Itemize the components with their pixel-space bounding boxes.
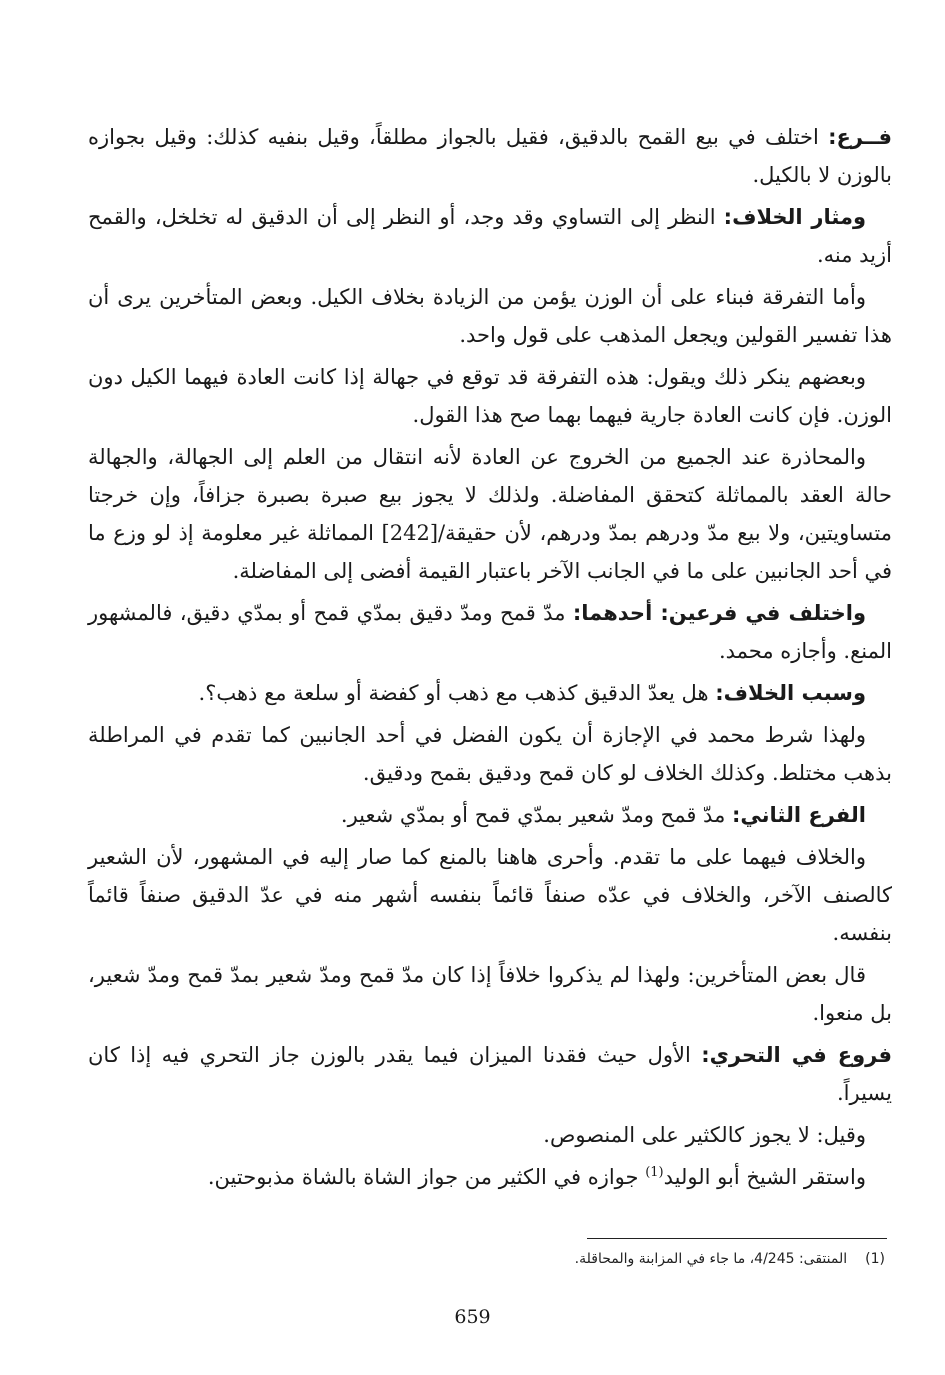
main-text	[88, 118, 892, 1200]
paragraph-text: وقيل: لا يجوز كالكثير على المنصوص.	[543, 1123, 866, 1147]
paragraph-text: الأول حيث فقدنا الميزان فيما يقدر بالوزن جاز التحري فيه إذا كان يسيراً.	[88, 1043, 892, 1105]
paragraph-sabab-alkhilaf	[88, 674, 892, 712]
paragraph-far-thani	[88, 796, 892, 834]
paragraph-far	[88, 118, 892, 194]
paragraph-text: النظر إلى التساوي وقد وجد، أو النظر إلى أن الدقيق له تخلخل، والقمح أزيد منه.	[88, 205, 892, 267]
paragraph-text: هل يعدّ الدقيق كذهب مع ذهب أو كفضة أو سلعة مع ذهب؟.	[198, 681, 716, 705]
paragraph-text: اختلف في بيع القمح بالدقيق، فقيل بالجواز مطلقاً، وقيل بنفيه كذلك: وقيل بجوازه بالوزن لا بالكيل.	[88, 125, 892, 187]
paragraph-text: وأما التفرقة فبناء على أن الوزن يؤمن من الزيادة بخلاف الكيل. وبعض المتأخرين يرى أن هذا تفسير القولين ويجعل المذهب على قول واحد.	[88, 285, 892, 347]
footnote-divider	[587, 1238, 887, 1239]
paragraph-text: ولهذا شرط محمد في الإجازة أن يكون الفضل في أحد الجانبين كما تقدم في المراطلة بذهب مختلط. وكذلك الخلاف لو كان قمح ودقيق بقمح ودقيق.	[88, 723, 892, 785]
footnote-number: (1)	[865, 1251, 885, 1267]
page-number: 659	[454, 1306, 491, 1328]
footnote	[185, 1248, 885, 1270]
paragraph-text: جوازه في الكثير من جواز الشاة بالشاة مذبوحتين.	[207, 1165, 646, 1189]
paragraph-text: وبعضهم ينكر ذلك ويقول: هذه التفرقة قد توقع في جهالة إذا كانت العادة فيهما الكيل دون الوزن. فإن كانت العادة جارية فيهما بهما صح هذا القول.	[88, 365, 892, 427]
paragraph-furu-tahari	[88, 1036, 892, 1112]
paragraph-istaqarr	[88, 1158, 892, 1196]
paragraph-heading: واختلف في فرعين: أحدهما:	[572, 601, 866, 625]
paragraph-shart-muhammad	[88, 716, 892, 792]
paragraph-qil-la-yajuz	[88, 1116, 892, 1154]
footnote-reference[interactable]: (1)	[645, 1165, 664, 1180]
paragraph-far-an	[88, 594, 892, 670]
paragraph-text: مدّ قمح ومدّ دقيق بمدّي قمح أو بمدّي دقيق، فالمشهور المنع. وأجازه محمد.	[88, 601, 892, 663]
paragraph-muhadhara	[88, 438, 892, 590]
paragraph-khilaf-fihima	[88, 838, 892, 952]
paragraph-tafriqa	[88, 278, 892, 354]
paragraph-text: والمحاذرة عند الجميع من الخروج عن العادة لأنه انتقال من العلم إلى الجهالة، والجهالة حالة العقد بالمماثلة كتحقق المفاضلة. ولذلك لا يجوز بيع صبرة بصبرة جزافاً، وإن خرجتا متساويتين، ولا بيع مدّ ودرهم بمدّ ودرهم، لأن حقيقة/[242] المماثلة غير معلومة إذ لو وزع ما في أحد الجانبين على ما في الجانب الآخر باعتبار القيمة أفضى إلى المفاضلة.	[88, 445, 892, 583]
paragraph-mathar-alkhilaf	[88, 198, 892, 274]
paragraph-heading: فروع في التحري:	[701, 1043, 892, 1067]
paragraph-inkar	[88, 358, 892, 434]
paragraph-heading: وسبب الخلاف:	[715, 681, 866, 705]
paragraph-text: مدّ قمح ومدّ شعير بمدّي قمح أو بمدّي شعير.	[340, 803, 732, 827]
paragraph-text: واستقر الشيخ أبو الوليد	[663, 1165, 866, 1189]
paragraph-text: قال بعض المتأخرين: ولهذا لم يذكروا خلافاً إذا كان مدّ قمح ومدّ شعير بمدّ قمح ومدّ شعير، بل منعوا.	[88, 963, 892, 1025]
paragraph-qala-bad	[88, 956, 892, 1032]
paragraph-heading: فــرع:	[828, 125, 892, 149]
paragraph-text: والخلاف فيهما على ما تقدم. وأحرى هاهنا بالمنع كما صار إليه في المشهور، لأن الشعير كالصنف الآخر، والخلاف في عدّه صنفاً قائماً بنفسه أشهر منه في عدّ الدقيق صنفاً قائماً بنفسه.	[88, 845, 892, 945]
paragraph-heading: الفرع الثاني:	[732, 803, 866, 827]
paragraph-heading: ومثار الخلاف:	[723, 205, 866, 229]
footnote-text: المنتقى: 4/245، ما جاء في المزابنة والمحاقلة.	[574, 1251, 848, 1267]
